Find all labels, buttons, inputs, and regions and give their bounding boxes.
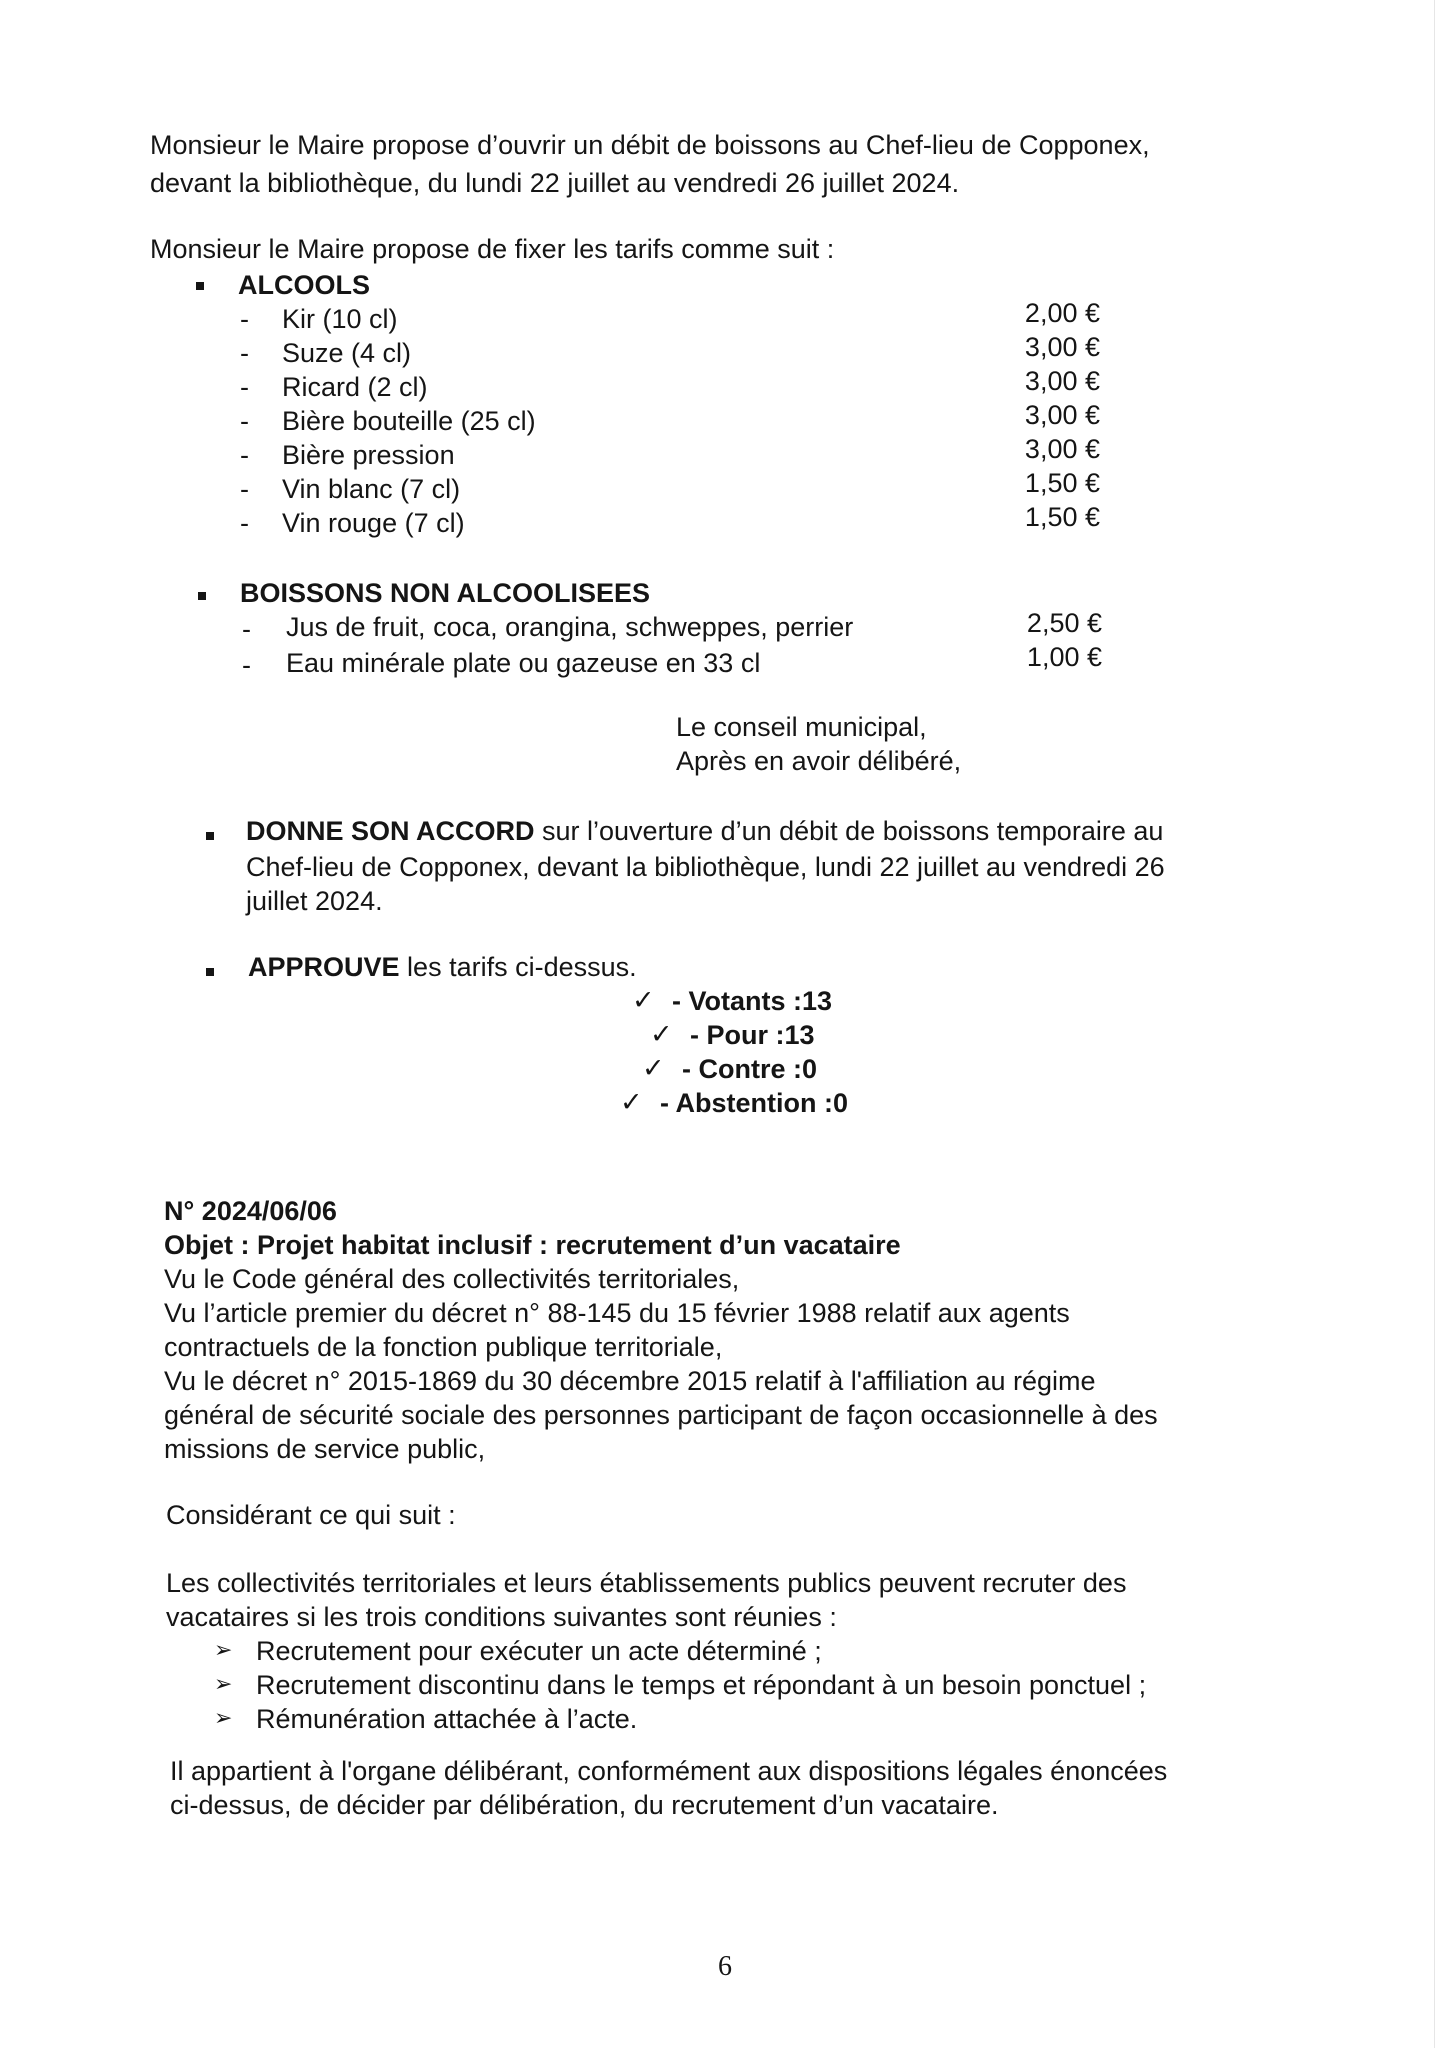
decision-2-keyword: APPROUVE xyxy=(248,952,400,982)
deliberation-object: Objet : Projet habitat inclusif : recrutement d’un vacataire xyxy=(164,1230,901,1260)
item-label: Ricard (2 cl) xyxy=(282,372,428,402)
page-number: 6 xyxy=(718,1951,732,1982)
dash-marker: - xyxy=(240,338,249,368)
conditions-intro-line: vacataires si les trois conditions suivantes sont réunies : xyxy=(166,1602,837,1632)
arrow-bullet-icon: ➢ xyxy=(214,1672,233,1697)
decision-2-line xyxy=(248,950,637,984)
tarifs-intro: Monsieur le Maire propose de fixer les tarifs comme suit : xyxy=(150,234,835,264)
decision-1-line-3: juillet 2024. xyxy=(246,886,383,916)
item-label: Vin blanc (7 cl) xyxy=(282,474,461,504)
decision-2-text: les tarifs ci-dessus. xyxy=(399,952,637,982)
conseil-line-1: Le conseil municipal, xyxy=(676,712,927,742)
alcools-heading: ALCOOLS xyxy=(238,270,370,300)
dash-marker: - xyxy=(240,406,249,436)
item-label: Bière pression xyxy=(282,440,455,470)
dash-marker: - xyxy=(240,440,249,470)
check-icon: ✓ xyxy=(642,1053,665,1084)
bullet-square-icon xyxy=(206,968,214,976)
item-price: 3,00 € xyxy=(1024,366,1100,396)
dash-marker: - xyxy=(242,650,251,680)
bullet-square-icon xyxy=(206,832,214,840)
visa-line: contractuels de la fonction publique territoriale, xyxy=(164,1332,723,1362)
item-label: Vin rouge (7 cl) xyxy=(282,508,465,538)
vote-line: - Votants :13 xyxy=(672,986,833,1016)
conseil-line-2: Après en avoir délibéré, xyxy=(676,746,962,776)
item-label: Eau minérale plate ou gazeuse en 33 cl xyxy=(286,648,761,678)
arrow-bullet-icon: ➢ xyxy=(214,1638,233,1663)
check-icon: ✓ xyxy=(632,985,655,1016)
decision-1-line-2: Chef-lieu de Copponex, devant la bibliothèque, lundi 22 juillet au vendredi 26 xyxy=(246,852,1165,882)
bullet-square-icon xyxy=(196,282,204,290)
item-price: 3,00 € xyxy=(1024,434,1100,464)
dash-marker: - xyxy=(242,614,251,644)
condition-text: Recrutement pour exécuter un acte déterminé ; xyxy=(256,1636,822,1666)
considerant: Considérant ce qui suit : xyxy=(166,1500,456,1530)
item-price: 3,00 € xyxy=(1024,400,1100,430)
intro-line-1: Monsieur le Maire propose d’ouvrir un débit de boissons au Chef-lieu de Copponex, xyxy=(150,130,1150,160)
item-label: Bière bouteille (25 cl) xyxy=(282,406,536,436)
condition-text: Rémunération attachée à l’acte. xyxy=(256,1704,638,1734)
vote-line: - Abstention :0 xyxy=(660,1088,848,1118)
dash-marker: - xyxy=(240,508,249,538)
item-price: 3,00 € xyxy=(1024,332,1100,362)
intro-line-2: devant la bibliothèque, du lundi 22 juillet au vendredi 26 juillet 2024. xyxy=(150,168,960,198)
bullet-square-icon xyxy=(198,592,206,600)
item-price: 2,50 € xyxy=(1026,608,1102,638)
vote-line: - Pour :13 xyxy=(690,1020,815,1050)
visa-line: Vu le Code général des collectivités territoriales, xyxy=(164,1264,740,1294)
conditions-intro-line: Les collectivités territoriales et leurs établissements publics peuvent recruter des xyxy=(166,1568,1127,1598)
visa-line: général de sécurité sociale des personnes participant de façon occasionnelle à des xyxy=(164,1400,1158,1430)
condition-text: Recrutement discontinu dans le temps et répondant à un besoin ponctuel ; xyxy=(256,1670,1147,1700)
conclusion-line: Il appartient à l'organe délibérant, conformément aux dispositions légales énoncées xyxy=(170,1756,1168,1786)
decision-1-keyword: DONNE SON ACCORD xyxy=(246,816,535,846)
item-price: 1,50 € xyxy=(1024,468,1100,498)
item-label: Kir (10 cl) xyxy=(282,304,398,334)
check-icon: ✓ xyxy=(650,1019,673,1050)
visa-line: Vu le décret n° 2015-1869 du 30 décembre 2015 relatif à l'affiliation au régime xyxy=(164,1366,1096,1396)
item-price: 1,50 € xyxy=(1024,502,1100,532)
item-label: Suze (4 cl) xyxy=(282,338,412,368)
decision-1-text: sur l’ouverture d’un débit de boissons temporaire au xyxy=(534,816,1164,846)
arrow-bullet-icon: ➢ xyxy=(214,1706,233,1731)
visa-line: missions de service public, xyxy=(164,1434,486,1464)
visa-line: Vu l’article premier du décret n° 88-145 du 15 février 1988 relatif aux agents xyxy=(164,1298,1070,1328)
dash-marker: - xyxy=(240,372,249,402)
item-price: 1,00 € xyxy=(1026,642,1102,672)
scan-edge-divider xyxy=(1434,0,1435,2048)
check-icon: ✓ xyxy=(620,1087,643,1118)
decision-1-line-1 xyxy=(246,814,1163,848)
dash-marker: - xyxy=(240,304,249,334)
non-alcools-heading: BOISSONS NON ALCOOLISEES xyxy=(240,578,651,608)
vote-line: - Contre :0 xyxy=(682,1054,817,1084)
dash-marker: - xyxy=(240,474,249,504)
item-label: Jus de fruit, coca, orangina, schweppes, perrier xyxy=(286,612,854,642)
conclusion-line: ci-dessus, de décider par délibération, du recrutement d’un vacataire. xyxy=(170,1790,999,1820)
item-price: 2,00 € xyxy=(1024,298,1100,328)
deliberation-number: N° 2024/06/06 xyxy=(164,1196,337,1226)
